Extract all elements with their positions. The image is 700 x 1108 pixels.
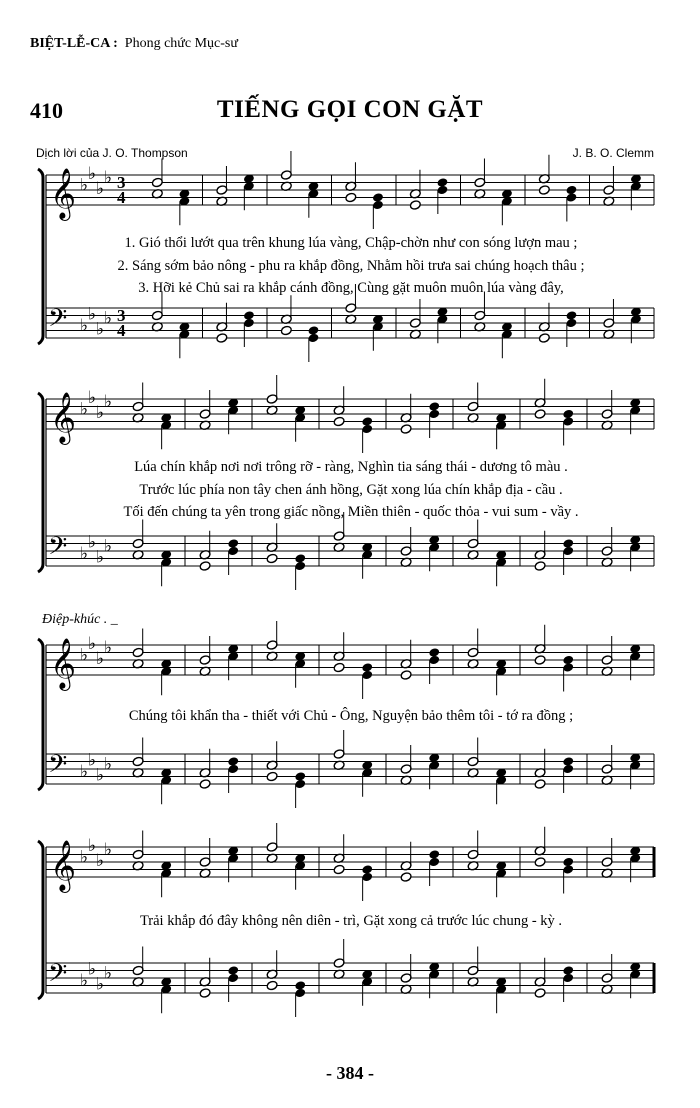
note-head — [345, 192, 357, 203]
lyrics-system-4 — [40, 910, 662, 933]
bass-clef-icon: 𝄢 — [48, 750, 68, 785]
note-head — [400, 424, 412, 435]
flat-icon: ♭ — [88, 164, 97, 184]
flat-icon: ♭ — [88, 532, 97, 553]
time-signature: 4 — [117, 188, 126, 207]
note-head — [266, 771, 278, 782]
flat-icon: ♭ — [104, 391, 113, 412]
translator-credit: Dịch lời của J. O. Thompson — [36, 146, 188, 160]
flat-icon: ♭ — [80, 761, 89, 782]
treble-clef-icon: 𝄞 — [50, 392, 77, 443]
time-signature: 3 — [117, 173, 126, 192]
note-head — [199, 561, 211, 572]
note-head — [266, 980, 278, 991]
flat-icon: ♭ — [80, 847, 89, 868]
treble-clef-icon: 𝄞 — [50, 638, 77, 689]
flat-icon: ♭ — [96, 851, 105, 871]
flat-icon: ♭ — [104, 754, 113, 775]
note-head — [534, 409, 546, 420]
lyric-verse-3: Tối đến chúng ta yên trong giấc nồng, Miền thiên - quốc thỏa - vui sum - vầy . — [123, 504, 579, 520]
flat-icon: ♭ — [88, 388, 97, 408]
bass-clef-icon: 𝄢 — [48, 532, 68, 567]
hymn-number: 410 — [30, 98, 63, 123]
note-head — [534, 857, 546, 868]
flat-icon: ♭ — [104, 839, 113, 860]
lyrics-system-3 — [40, 705, 662, 728]
treble-clef-icon: 𝄞 — [50, 840, 77, 891]
note-head — [333, 416, 345, 427]
note-head — [199, 779, 211, 790]
note-head — [333, 662, 345, 673]
note-head — [534, 655, 546, 666]
lyrics-system-2 — [40, 456, 662, 524]
note-head — [216, 333, 228, 344]
time-signature: 3 — [117, 306, 126, 325]
note-head — [538, 185, 550, 196]
flat-icon: ♭ — [96, 319, 105, 340]
lyric-verse-1: Lúa chín khắp nơi nơi trông rỡ - ràng, Nghìn tia sáng thái - dương tô màu . — [134, 459, 568, 475]
hymn-title: TIẾNG GỌI CON GẶT — [216, 96, 484, 123]
flat-icon: ♭ — [80, 970, 89, 991]
note-head — [538, 333, 550, 344]
flat-icon: ♭ — [88, 836, 97, 856]
note-head — [266, 553, 278, 564]
lyric-refrain-line-2: Trải khắp đó đây không nên diên - trì, Gặt xong cả trước lúc chung - kỳ . — [139, 913, 563, 929]
flat-icon: ♭ — [80, 645, 89, 666]
page-number: - 384 - — [326, 1063, 374, 1083]
book-title: BIỆT-LỄ-CA : — [30, 36, 118, 51]
flat-icon: ♭ — [104, 167, 113, 188]
note-head — [409, 200, 421, 211]
flat-icon: ♭ — [88, 750, 97, 771]
flat-icon: ♭ — [96, 403, 105, 423]
time-signature: 4 — [117, 321, 126, 340]
flat-icon: ♭ — [96, 649, 105, 669]
note-head — [199, 988, 211, 999]
lyric-verse-2: 2. Sáng sớm bảo nông - phu ra khắp đồng, Nhằm hồi trưa sai chúng hoạch thâu ; — [117, 257, 585, 274]
note-head — [333, 864, 345, 875]
flat-icon: ♭ — [104, 536, 113, 557]
flat-icon: ♭ — [104, 637, 113, 658]
flat-icon: ♭ — [80, 399, 89, 420]
book-section: Phong chức Mục-sư — [124, 36, 238, 51]
flat-icon: ♭ — [96, 765, 105, 786]
flat-icon: ♭ — [80, 543, 89, 564]
flat-icon: ♭ — [88, 959, 97, 980]
note-head — [534, 988, 546, 999]
flat-icon: ♭ — [96, 974, 105, 995]
flat-icon: ♭ — [88, 304, 97, 325]
refrain-label: Điệp-khúc . _ — [42, 612, 118, 627]
bass-clef-icon: 𝄢 — [48, 304, 68, 339]
flat-icon: ♭ — [96, 179, 105, 199]
note-head — [400, 670, 412, 681]
lyric-verse-2: Trước lúc phía non tây chen ánh hồng, Gặt xong lúa chín khắp địa - cầu . — [139, 481, 563, 498]
flat-icon: ♭ — [80, 315, 89, 336]
lyric-verse-3: 3. Hỡi kẻ Chủ sai ra khắp cánh đồng, Cùng gặt muôn muôn lúa vàng đây, — [138, 280, 564, 296]
note-head — [400, 872, 412, 883]
note-head — [534, 779, 546, 790]
flat-icon: ♭ — [104, 308, 113, 329]
lyrics-system-1 — [40, 232, 662, 300]
flat-icon: ♭ — [88, 634, 97, 654]
flat-icon: ♭ — [80, 175, 89, 196]
note-head — [534, 561, 546, 572]
note-head — [280, 325, 292, 336]
treble-clef-icon: 𝄞 — [50, 168, 77, 219]
bass-clef-icon: 𝄢 — [48, 959, 68, 994]
lyric-refrain-line-1: Chúng tôi khẩn tha - thiết với Chủ - Ông, Nguyện bảo thêm tôi - tớ ra đồng ; — [128, 708, 574, 724]
lyric-verse-1: 1. Gió thổi lướt qua trên khung lúa vàng, Chập-chờn như con sóng lượn mau ; — [124, 235, 578, 251]
composer-credit: J. B. O. Clemm — [572, 146, 654, 160]
flat-icon: ♭ — [96, 547, 105, 568]
flat-icon: ♭ — [104, 963, 113, 984]
